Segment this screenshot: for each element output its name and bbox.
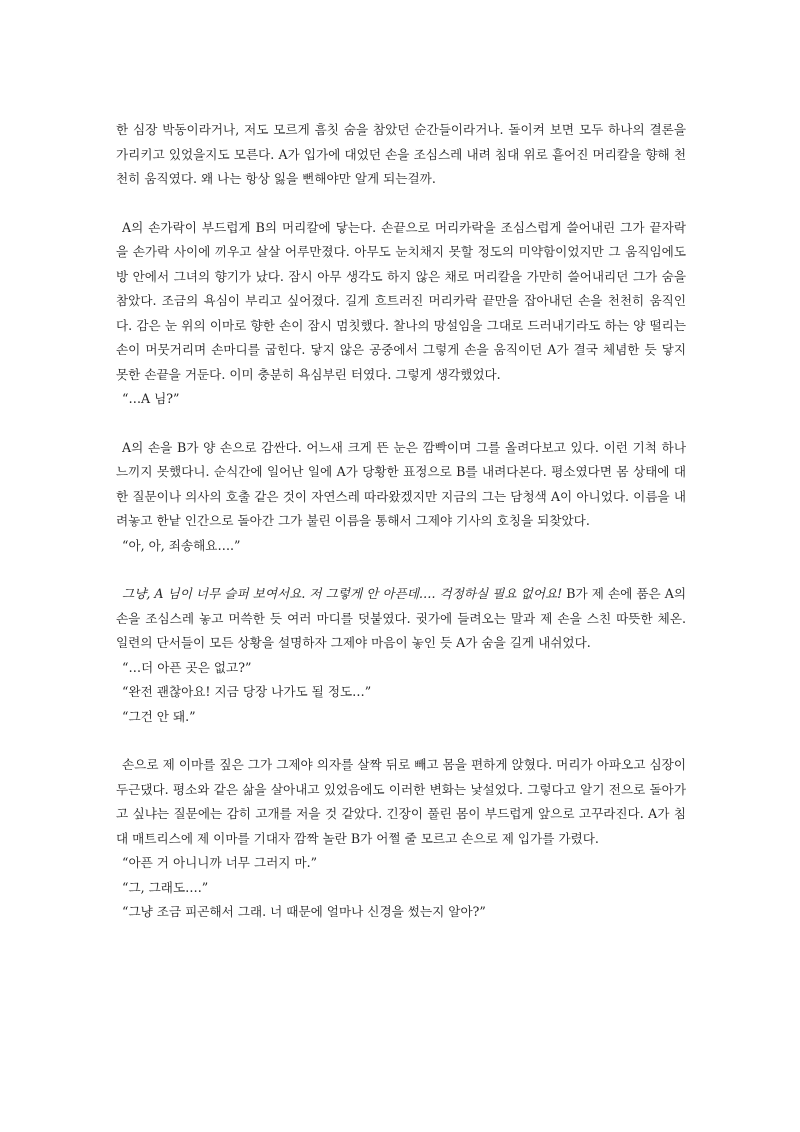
dialogue-6: “아픈 거 아니니까 너무 그러지 마.”: [122, 855, 318, 870]
paragraph-4-rest: B가 제 손에 품은 A의 손을 조심스레 놓고 머쓱한 듯 여러 마디를 덧붙였다. 귓가에 들려오는 말과 제 손을 스친 따뜻한 체온. 일련의 단서들이 모든 상황을 설명하자 그제야 마음이 놓인 듯 A가 숨을 길게 내쉬었다.: [116, 586, 686, 650]
paragraph-4-italic: 그냥, A 님이 너무 슬퍼 보여서요. 저 그렇게 안 아픈데…. 걱정하실 필요 없어요!: [122, 586, 563, 601]
paragraph-4: [116, 582, 686, 656]
paragraph-5: 손으로 제 이마를 짚은 그가 그제야 의자를 살짝 뒤로 빼고 몸을 편하게 앉혔다. 머리가 아파오고 심장이 두근댔다. 평소와 같은 삶을 살아내고 있었음에도 이러한 변화는 낯설었다. 그렇다고 알기 전으로 돌아가고 싶냐는 질문에는 감히 고개를 저을 것 같았다. 긴장이 풀린 몸이 부드럽게 앞으로 고꾸라진다. A가 침대 매트리스에 제 이마를 기대자 깜짝 놀란 B가 어쩔 줄 모르고 손으로 제 입가를 가렸다.: [116, 757, 686, 846]
paragraph-1: 한 심장 박동이라거나, 저도 모르게 흠칫 숨을 참았던 순간들이라거나. 돌이켜 보면 모두 하나의 결론을 가리키고 있었을지도 모른다. A가 입가에 대었던 손을 조심스레 내려 침대 위로 흩어진 머리칼을 향해 천천히 움직였다. 왜 나는 항상 잃을 뻔해야만 알게 되는걸까.: [116, 122, 686, 186]
dialogue-7: “그, 그래도….”: [122, 879, 209, 895]
paragraph-2: A의 손가락이 부드럽게 B의 머리칼에 닿는다. 손끝으로 머리카락을 조심스럽게 쓸어내린 그가 끝자락을 손가락 사이에 끼우고 살살 어루만졌다. 아무도 눈치채지 못할 정도의 미약함이었지만 그 움직임에도 방 안에서 그녀의 향기가 났다. 잠시 아무 생각도 하지 않은 채로 머리칼을 가만히 쓸어내리던 그가 숨을 참았다. 조금의 욕심이 부리고 싶어졌다. 길게 흐트러진 머리카락 끝만을 잡아내던 손을 천천히 움직인다. 감은 눈 위의 이마로 향한 손이 잠시 멈칫했다. 찰나의 망설임을 그대로 드러내기라도 하는 양 떨리는 손이 머뭇거리며 손마디를 굽힌다. 닿지 않은 공중에서 그렇게 손을 움직이던 A가 결국 체념한 듯 닿지 못한 손끝을 거둔다. 이미 충분히 욕심부린 터였다. 그렇게 생각했었다.: [116, 219, 686, 382]
dialogue-8: “그냥 조금 피곤해서 그래. 너 때문에 얼마나 신경을 썼는지 알아?”: [122, 904, 486, 919]
dialogue-5: “그건 안 돼.”: [122, 708, 196, 724]
dialogue-3: “…더 아픈 곳은 없고?”: [122, 659, 252, 675]
paragraph-3: A의 손을 B가 양 손으로 감싼다. 어느새 크게 뜬 눈은 깜빡이며 그를 올려다보고 있다. 이런 기척 하나 느끼지 못했다니. 순식간에 일어난 일에 A가 당황한 표정으로 B를 내려다본다. 평소였다면 몸 상태에 대한 질문이나 의사의 호출 같은 것이 자연스레 따라왔겠지만 지금의 그는 담청색 A이 아니었다. 이름을 내려놓고 한낱 인간으로 돌아간 그가 불린 이름을 통해서 그제야 기사의 호칭을 되찾았다.: [116, 439, 686, 528]
dialogue-1: “…A 님?”: [122, 391, 180, 406]
document-body: [116, 118, 686, 925]
dialogue-4: “완전 괜찮아요! 지금 당장 나가도 될 정도…”: [122, 684, 372, 699]
dialogue-2: “아, 아, 죄송해요….”: [122, 537, 241, 553]
